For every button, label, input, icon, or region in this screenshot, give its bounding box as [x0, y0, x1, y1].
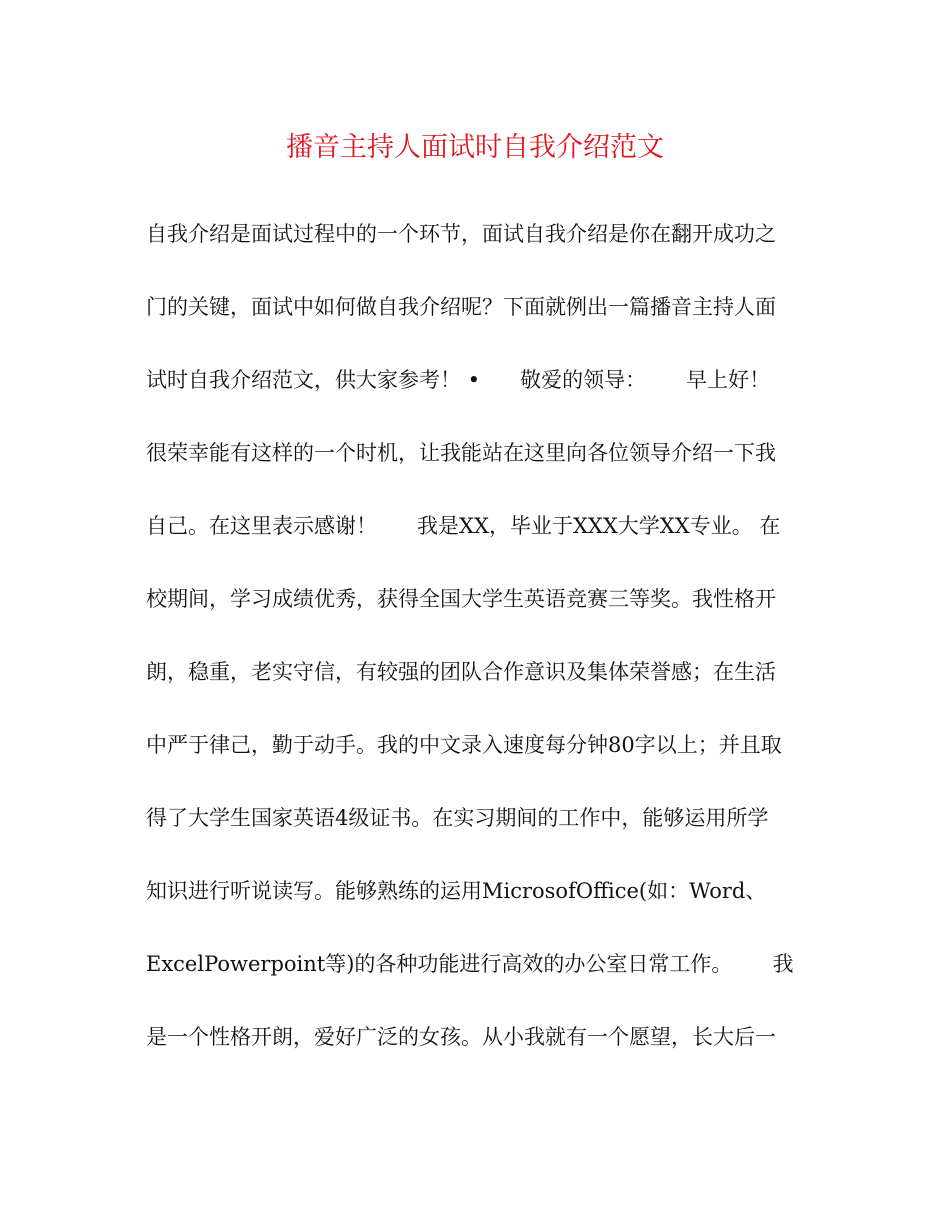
- body-line: 很荣幸能有这样的一个时机，让我能站在这里向各位领导介绍一下我: [146, 441, 776, 465]
- body-line: 知识进行听说读写。能够熟练的运用MicrosofOffice(如：Word、: [146, 879, 767, 903]
- body-line: 自我介绍是面试过程中的一个环节，面试自我介绍是你在翻开成功之: [146, 222, 776, 246]
- body-line: 得了大学生国家英语4级证书。在实习期间的工作中，能够运用所学: [146, 806, 769, 830]
- body-line: 自己。在这里表示感谢！ 我是XX，毕业于XXX大学XX专业。 在: [146, 514, 781, 538]
- body-line: ExcelPowerpoint等)的各种功能进行高效的办公室日常工作。 我: [146, 952, 794, 976]
- body-line: 试时自我介绍范文，供大家参考！ • 敬爱的领导： 早上好！: [146, 368, 771, 392]
- body-line: 朗，稳重，老实守信，有较强的团队合作意识及集体荣誉感；在生活: [146, 660, 776, 684]
- body-line: 中严于律己，勤于动手。我的中文录入速度每分钟80字以上；并且取: [146, 733, 782, 757]
- document-title: 播音主持人面试时自我介绍范文: [286, 132, 664, 163]
- body-line: 是一个性格开朗，爱好广泛的女孩。从小我就有一个愿望，长大后一: [146, 1025, 776, 1049]
- body-line: 门的关键，面试中如何做自我介绍呢？下面就例出一篇播音主持人面: [146, 295, 776, 319]
- body-line: 校期间，学习成绩优秀，获得全国大学生英语竞赛三等奖。我性格开: [146, 587, 776, 611]
